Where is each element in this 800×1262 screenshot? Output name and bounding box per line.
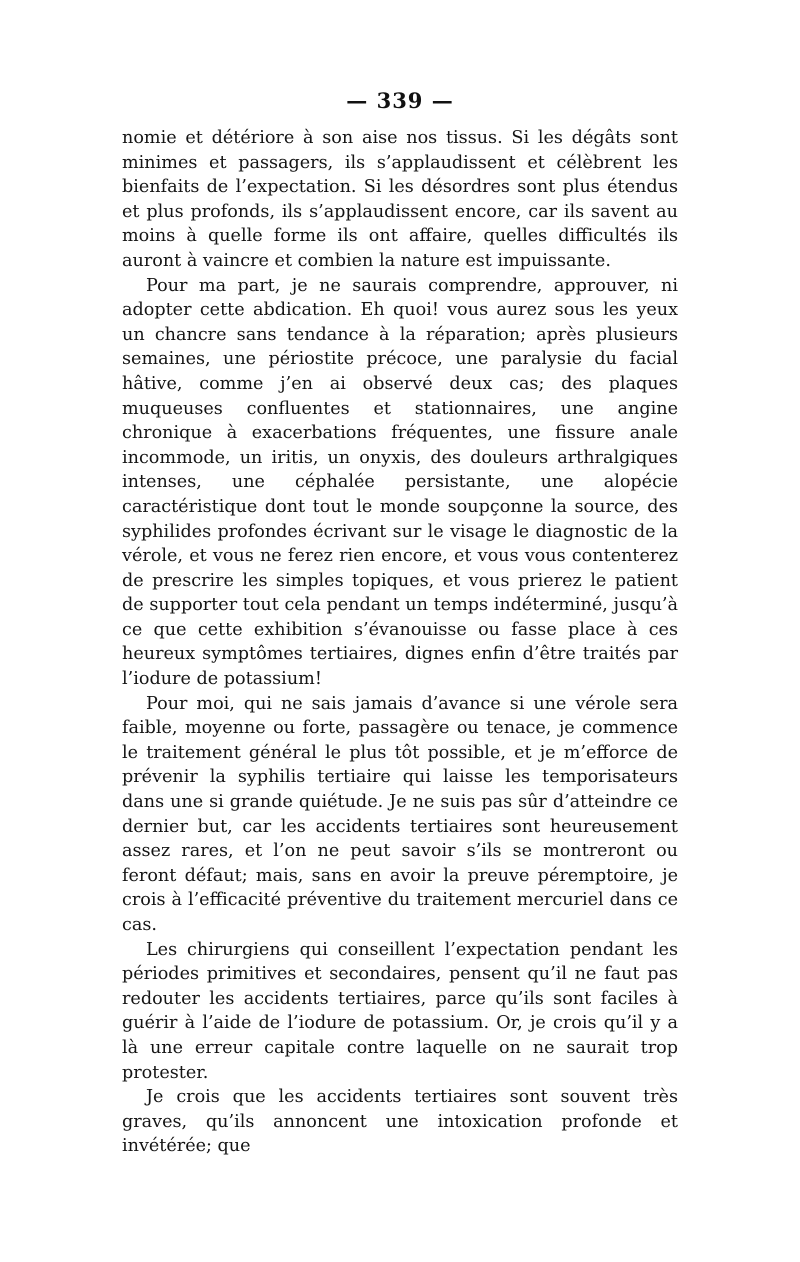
paragraph-2: Pour ma part, je ne saurais comprendre, approuver, ni adopter cette abdication. Eh quoi! vous aurez sous les yeux un chancre sans tendance à la réparation; après plusieurs semaines, une périostite précoce, une paralysie du facial hâtive, comme j’en ai observé deux cas; des plaques muqueuses confluentes et stationnaires, une angine chronique à exacerbations fréquentes, une fissure anale incommode, un iritis, un onyxis, des douleurs arthralgiques intenses, une céphalée persistante, une alopécie caractéristique dont tout le monde soupçonne la source, des syphilides profondes écrivant sur le visage le diagnostic de la vérole, et vous ne ferez rien encore, et vous vous contenterez de prescrire les simples topiques, et vous prierez le patient de supporter tout cela pendant un temps indéterminé, jusqu’à ce que cette exhibition s’évanouisse ou fasse place à ces heureux symptômes tertiaires, dignes enfin d’être traités par l’iodure de potassium! xyxy=(122,275,678,690)
paragraph-5: Je crois que les accidents tertiaires sont souvent très graves, qu’ils annoncent une intoxication profonde et invétérée; que xyxy=(122,1087,678,1157)
page-number: — 339 — xyxy=(346,88,454,113)
paragraph-3: Pour moi, qui ne sais jamais d’avance si une vérole sera faible, moyenne ou forte, passagère ou tenace, je commence le traitement général le plus tôt possible, et je m’efforce de prévenir la syphilis tertiaire qui laisse les temporisateurs dans une si grande quiétude. Je ne suis pas sûr d’atteindre ce dernier but, car les accidents tertiaires sont heureusement assez rares, et l’on ne peut savoir s’ils se montreront ou feront défaut; mais, sans en avoir la preuve péremptoire, je crois à l’efficacité préventive du traitement mercuriel dans ce cas. xyxy=(122,693,678,935)
paragraph-4: Les chirurgiens qui conseillent l’expectation pendant les périodes primitives et secondaires, pensent qu’il ne faut pas redouter les accidents tertiaires, parce qu’ils sont faciles à guérir à l’aide de l’iodure de potassium. Or, je crois qu’il y a là une erreur capitale contre laquelle on ne saurait trop protester. xyxy=(122,939,678,1083)
body-text xyxy=(122,126,678,1159)
paragraph-1: nomie et détériore à son aise nos tissus. Si les dégâts sont minimes et passagers, ils s’applaudissent et célèbrent les bienfaits de l’expectation. Si les désordres sont plus étendus et plus profonds, ils s’applaudissent encore, car ils savent au moins à quelle forme ils ont affaire, quelles difficultés ils auront à vaincre et combien la nature est impuissante. xyxy=(122,128,678,271)
